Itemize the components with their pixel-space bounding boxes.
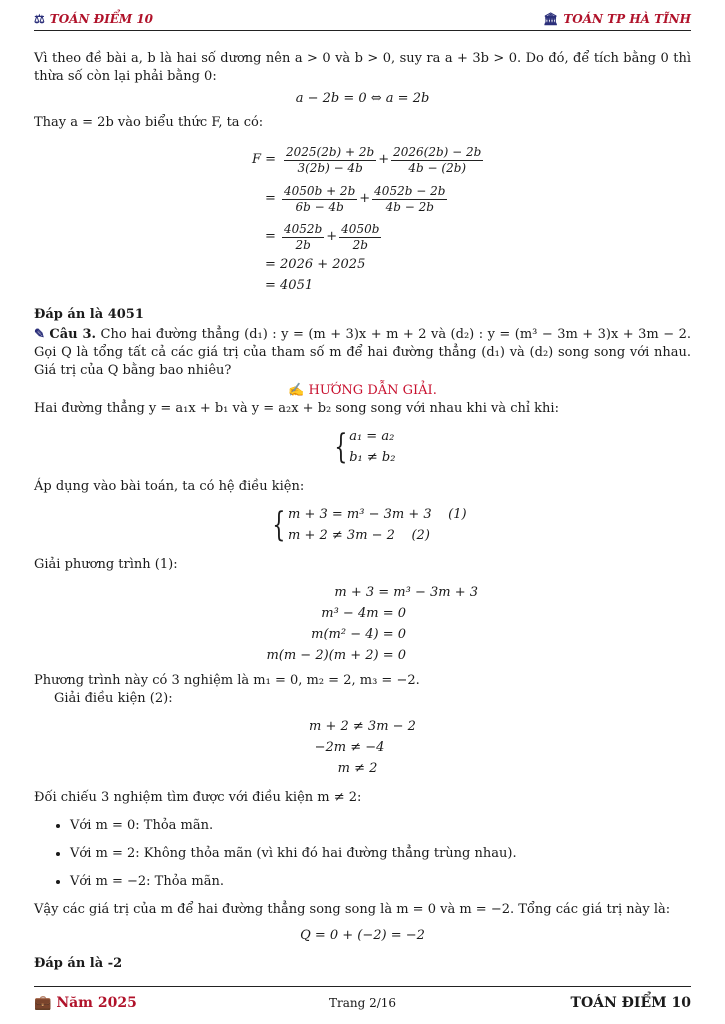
footer-left: 💼 Năm 2025 — [34, 995, 137, 1011]
fraction: $\frac{4050b + 2b}{6b - 4b}$ — [284, 183, 356, 214]
fraction: $\frac{2025(2b) + 2b}{3(2b) - 4b}$ — [286, 144, 375, 175]
answer: Đáp án là 4051 — [34, 307, 144, 322]
page-footer — [34, 986, 691, 1015]
list-item: • Với m = 2: Không thỏa mãn (vì khi đó hai đường thẳng trùng nhau). — [70, 845, 691, 863]
edit-icon: ✎ — [34, 327, 45, 342]
paragraph: Giải điều kiện (2): — [54, 691, 173, 706]
solve-equation-1: m + 3 = m³ − 3m + 3 m³ − 4m = 0 m(m² − 4) = 0 m(m − 2)(m + 2) = 0 — [266, 585, 478, 663]
list-item: • Với m = −2: Thỏa mãn. — [70, 873, 691, 891]
page-number: Trang 2/16 — [328, 996, 397, 1010]
paragraph: Thay a = 2b vào biểu thức F, ta có: — [34, 115, 264, 130]
page-content — [34, 50, 691, 973]
paragraph: Hai đường thẳng y = a₁x + b₁ và y = a₂x + b₂ song song với nhau khi và chỉ khi: — [34, 401, 559, 416]
header-right: 🏛 TOÁN TP HÀ TĨNH — [543, 12, 691, 26]
equation: Q = 0 + (−2) = −2 — [300, 928, 425, 943]
system-1: { a₁ = a₂ b₁ ≠ b₂ — [333, 427, 396, 467]
paragraph: Phương trình này có 3 nghiệm là m₁ = 0, m₂ = 2, m₃ = −2. — [34, 673, 420, 688]
paragraph: Áp dụng vào bài toán, ta có hệ điều kiện: — [34, 479, 305, 494]
header-left: ⚖ TOÁN ĐIỂM 10 — [34, 12, 154, 26]
briefcase-icon: 💼 — [34, 995, 52, 1011]
result-list — [56, 817, 691, 891]
answer: Đáp án là -2 — [34, 956, 123, 971]
fraction: $\frac{2026(2b) - 2b}{4b - (2b)}$ — [393, 144, 482, 175]
paragraph: Vậy các giá trị của m để hai đường thẳng song song là m = 0 và m = −2. Tổng các giá trị này là: — [34, 902, 671, 917]
list-item: • Với m = 0: Thỏa mãn. — [70, 817, 691, 835]
page-header — [34, 10, 691, 31]
paragraph: Giải phương trình (1): — [34, 557, 178, 572]
fraction: $\frac{4052b}{2b}$ — [284, 221, 323, 252]
equation: a − 2b = 0 ⇔ a = 2b — [295, 91, 430, 106]
solve-condition-2: m + 2 ≠ 3m − 2 −2m ≠ −4 m ≠ 2 — [309, 719, 416, 776]
footer-right: TOÁN ĐIỂM 10 — [570, 995, 691, 1011]
fraction: $\frac{4050b}{2b}$ — [341, 221, 380, 252]
paragraph: Đối chiếu 3 nghiệm tìm được với điều kiện m ≠ 2: — [34, 790, 362, 805]
fraction: $\frac{4052b - 2b}{4b - 2b}$ — [374, 183, 446, 214]
bank-icon: 🏛 — [543, 12, 559, 26]
paragraph: Vì theo đề bài a, b là hai số dương nên a > 0 và b > 0, suy ra a + 3b > 0. Do đó, để tích bằng 0 thì thừa số còn lại phải bằng 0: — [34, 51, 691, 84]
scale-icon: ⚖ — [34, 12, 45, 26]
F-derivation: F = $\frac{2025(2b) + 2b}{3(2b) - 4b}$ + $\frac{2026(2b) - 2b}{4b - (2b)}$ = $\frac{4050b + 2b}{6b - 4b}$ + $\frac{4052b - 2b}{4b - 2b}$ = $\frac{4052b}{2b}$ + $\frac{4050b}{2b}$ = 2026 + 2025 = 4051 — [252, 144, 482, 293]
pencil-icon: ✍ — [288, 383, 305, 398]
guide-heading: ✍ HƯỚNG DẪN GIẢI. — [288, 383, 437, 398]
system-2: { m + 3 = m³ − 3m + 3 (1) m + 2 ≠ 3m − 2 (2) — [272, 505, 467, 545]
question-3: ✎ Câu 3. Cho hai đường thẳng (d₁) : y = (m + 3)x + m + 2 và (d₂) : y = (m³ − 3m + 3)x + 3m − 2. Gọi Q là tổng tất cả các giá trị của tham số m để hai đường thẳng (d₁) và (d₂) song song với nhau. Giá trị của Q bằng bao nhiêu? — [34, 327, 692, 378]
